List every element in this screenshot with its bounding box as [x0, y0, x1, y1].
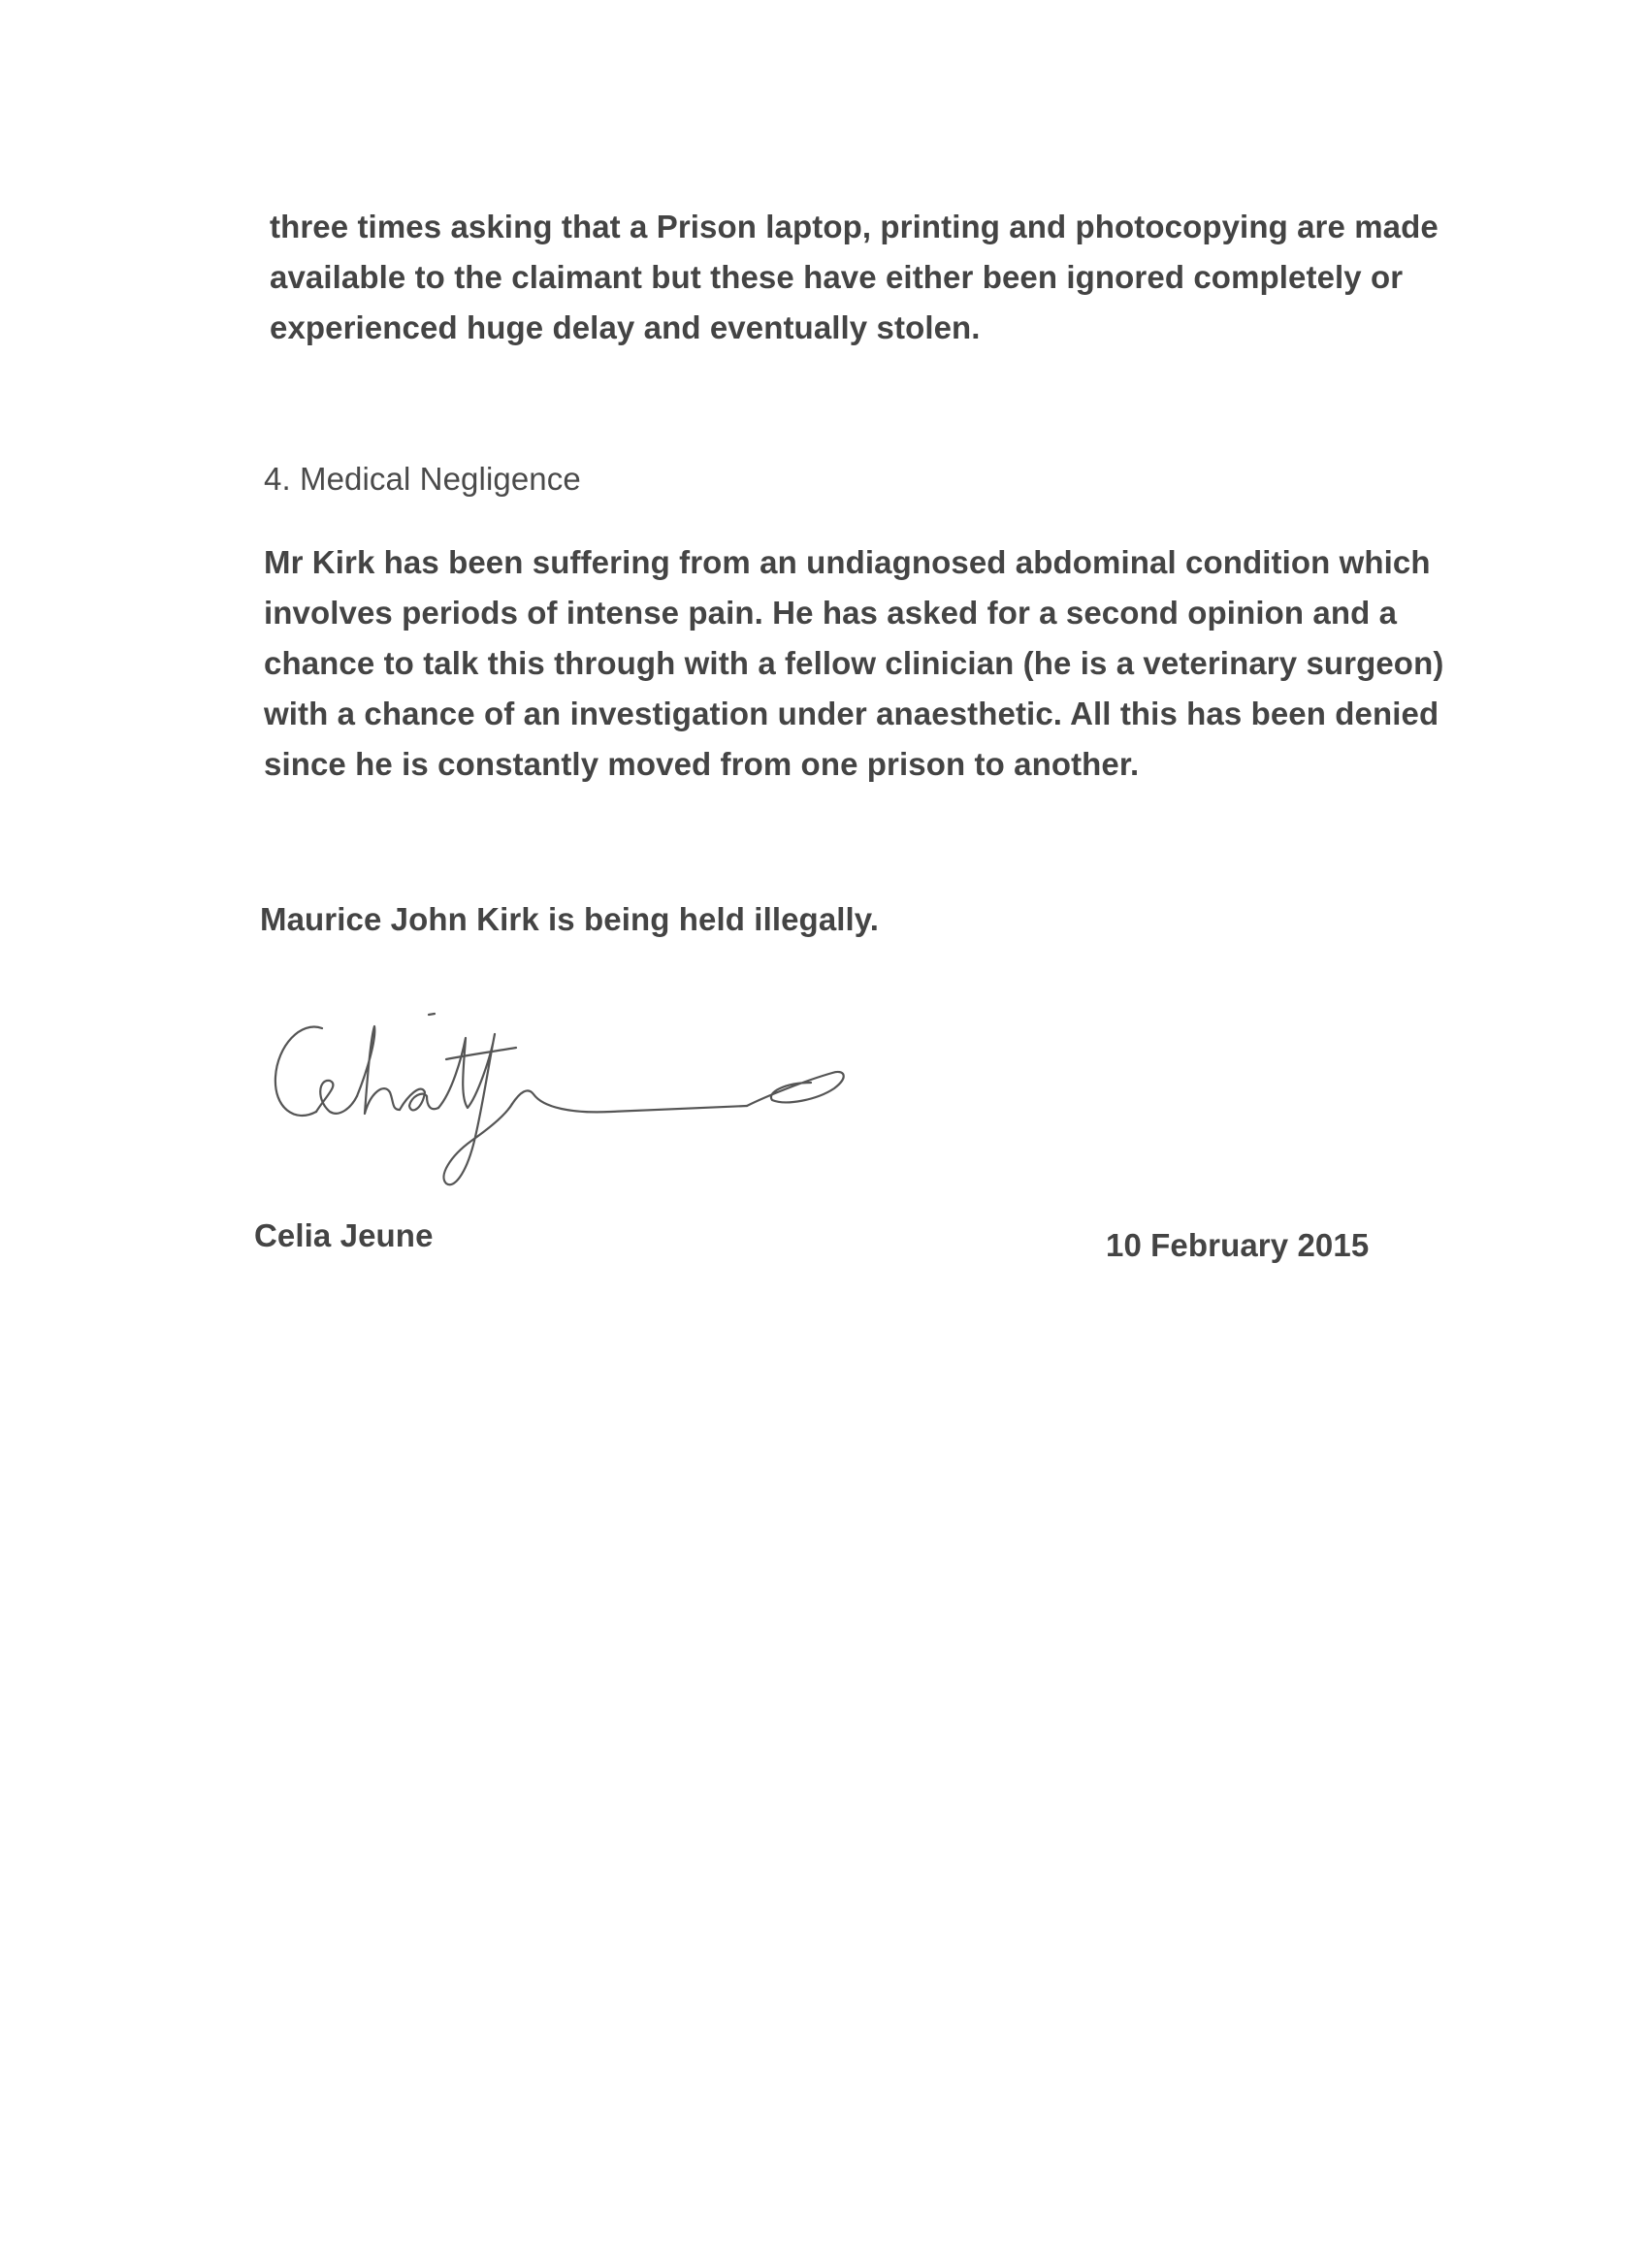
paragraph-line: involves periods of intense pain. He has asked for a second opinion and a [264, 595, 1398, 631]
section-heading: 4. Medical Negligence [264, 461, 581, 497]
paragraph-line: experienced huge delay and eventually stolen. [270, 309, 981, 345]
paragraph-line: three times asking that a Prison laptop, printing and photocopying are made [270, 209, 1439, 244]
paragraph-medical [264, 537, 1443, 790]
closing-statement: Maurice John Kirk is being held illegally. [260, 901, 880, 937]
signature-date: 10 February 2015 [1106, 1227, 1370, 1263]
paragraph-line: Mr Kirk has been suffering from an undiagnosed abdominal condition which [264, 544, 1431, 580]
paragraph-line: chance to talk this through with a fellow clinician (he is a veterinary surgeon) [264, 645, 1444, 681]
signer-name: Celia Jeune [254, 1217, 434, 1253]
paragraph-line: available to the claimant but these have either been ignored completely or [270, 259, 1404, 295]
paragraph-line: with a chance of an investigation under anaesthetic. All this has been denied [264, 696, 1439, 731]
paragraph-continued [270, 202, 1439, 353]
handwritten-signature [262, 999, 883, 1193]
paragraph-line: since he is constantly moved from one prison to another. [264, 746, 1140, 782]
